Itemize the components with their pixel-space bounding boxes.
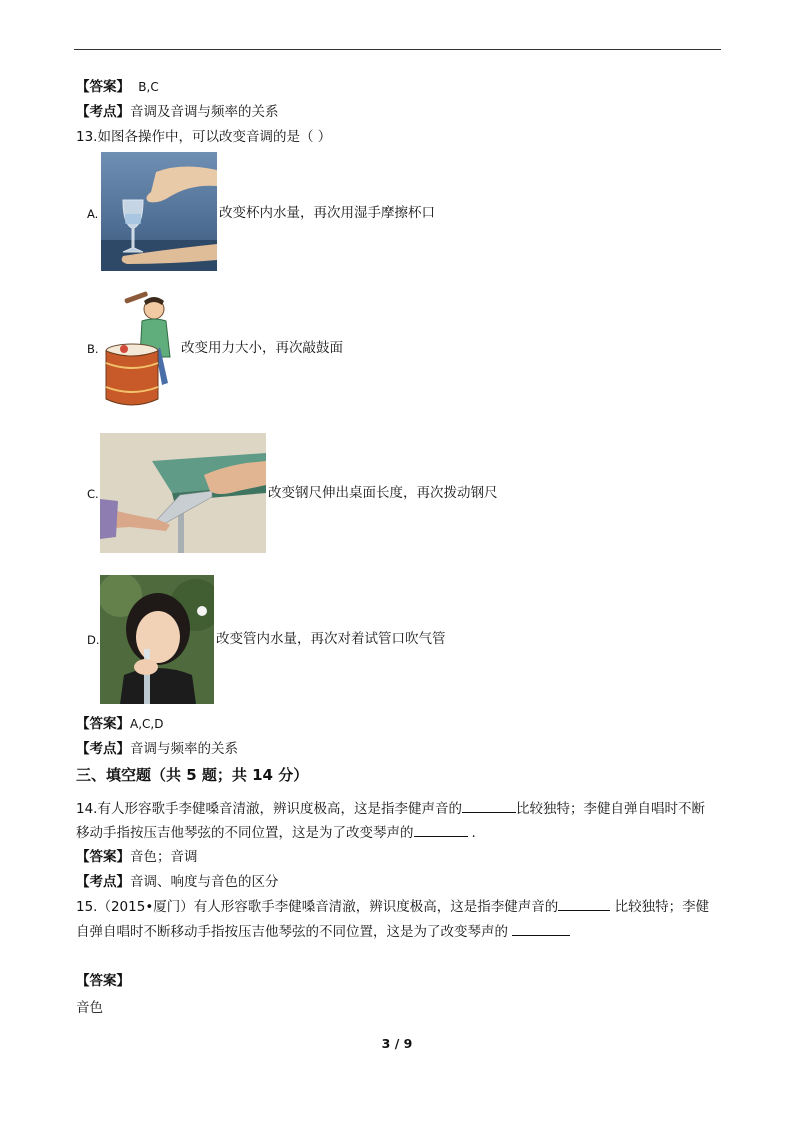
wine-glass-rubbing-image [101, 152, 217, 271]
steel-ruler-image [100, 433, 266, 553]
blank-1[interactable] [462, 800, 516, 813]
q13-point-line [76, 739, 238, 759]
option-a-text: 改变杯内水量，再次用湿手摩擦杯口 [219, 205, 435, 221]
q14-text-c: 移动手指按压吉他琴弦的不同位置，这是为了改变琴声的 [76, 825, 414, 841]
answer-tag: 【答案】 [76, 716, 130, 732]
point-value: 音调及音调与频率的关系 [130, 104, 279, 120]
q13-answer-line [76, 714, 163, 734]
q15-text-b: 比较独特；李健 [610, 899, 710, 915]
blank-2[interactable] [512, 923, 570, 936]
point-tag: 【考点】 [76, 741, 130, 757]
q15-answer-tag-line [76, 971, 130, 991]
answer-value: B,C [138, 80, 159, 94]
option-b-letter: B. [87, 342, 99, 356]
q12-answer-line [76, 77, 159, 97]
q14-text-a: 14.有人形容歌手李健嗓音清澈，辨识度极高，这是指李健声音的 [76, 801, 462, 817]
q14-text-line-2 [76, 823, 476, 843]
q13-stem: 13.如图各操作中，可以改变音调的是（ ） [76, 129, 332, 145]
answer-tag: 【答案】 [76, 973, 130, 989]
header-rule [74, 49, 721, 50]
point-value: 音调、响度与音色的区分 [130, 874, 279, 890]
q15-text-a: 15.（2015•厦门）有人形容歌手李健嗓音清澈，辨识度极高，这是指李健声音的 [76, 899, 559, 915]
q15-answer-value: 音色 [76, 1000, 103, 1016]
option-c-text: 改变钢尺伸出桌面长度，再次拨动钢尺 [268, 485, 498, 501]
q15-text-line-1 [76, 897, 709, 917]
q15-text-line-2 [76, 922, 570, 942]
q14-answer-line [76, 847, 198, 867]
blank-2[interactable] [414, 824, 468, 837]
option-d-text: 改变管内水量，再次对着试管口吹气管 [216, 631, 446, 647]
point-tag: 【考点】 [76, 104, 130, 120]
point-value: 音调与频率的关系 [130, 741, 238, 757]
q14-text-b: 比较独特；李健自弹自唱时不断 [515, 801, 705, 817]
q15-text-c: 自弹自唱时不断移动手指按压吉他琴弦的不同位置，这是为了改变琴声的 [76, 924, 513, 940]
answer-value: 音色；音调 [130, 849, 198, 865]
q14-text-line-1 [76, 799, 705, 819]
page-number: 3 / 9 [381, 1036, 413, 1051]
answer-tag: 【答案】 [76, 79, 130, 95]
q14-point-line [76, 872, 279, 892]
section-title: 三、填空题（共 5 题；共 14 分） [76, 766, 309, 784]
option-a-letter: A. [87, 207, 99, 221]
q14-text-d: . [471, 825, 476, 841]
q12-point-line [76, 102, 279, 122]
option-c-letter: C. [87, 487, 99, 501]
answer-tag: 【答案】 [76, 849, 130, 865]
answer-value: A,C,D [130, 717, 164, 731]
girl-blowing-tube-image [100, 575, 214, 704]
option-d-letter: D. [87, 633, 100, 647]
drum-beating-image [104, 287, 178, 413]
point-tag: 【考点】 [76, 874, 130, 890]
option-b-text: 改变用力大小，再次敲鼓面 [181, 340, 343, 356]
blank-1[interactable] [558, 898, 610, 911]
